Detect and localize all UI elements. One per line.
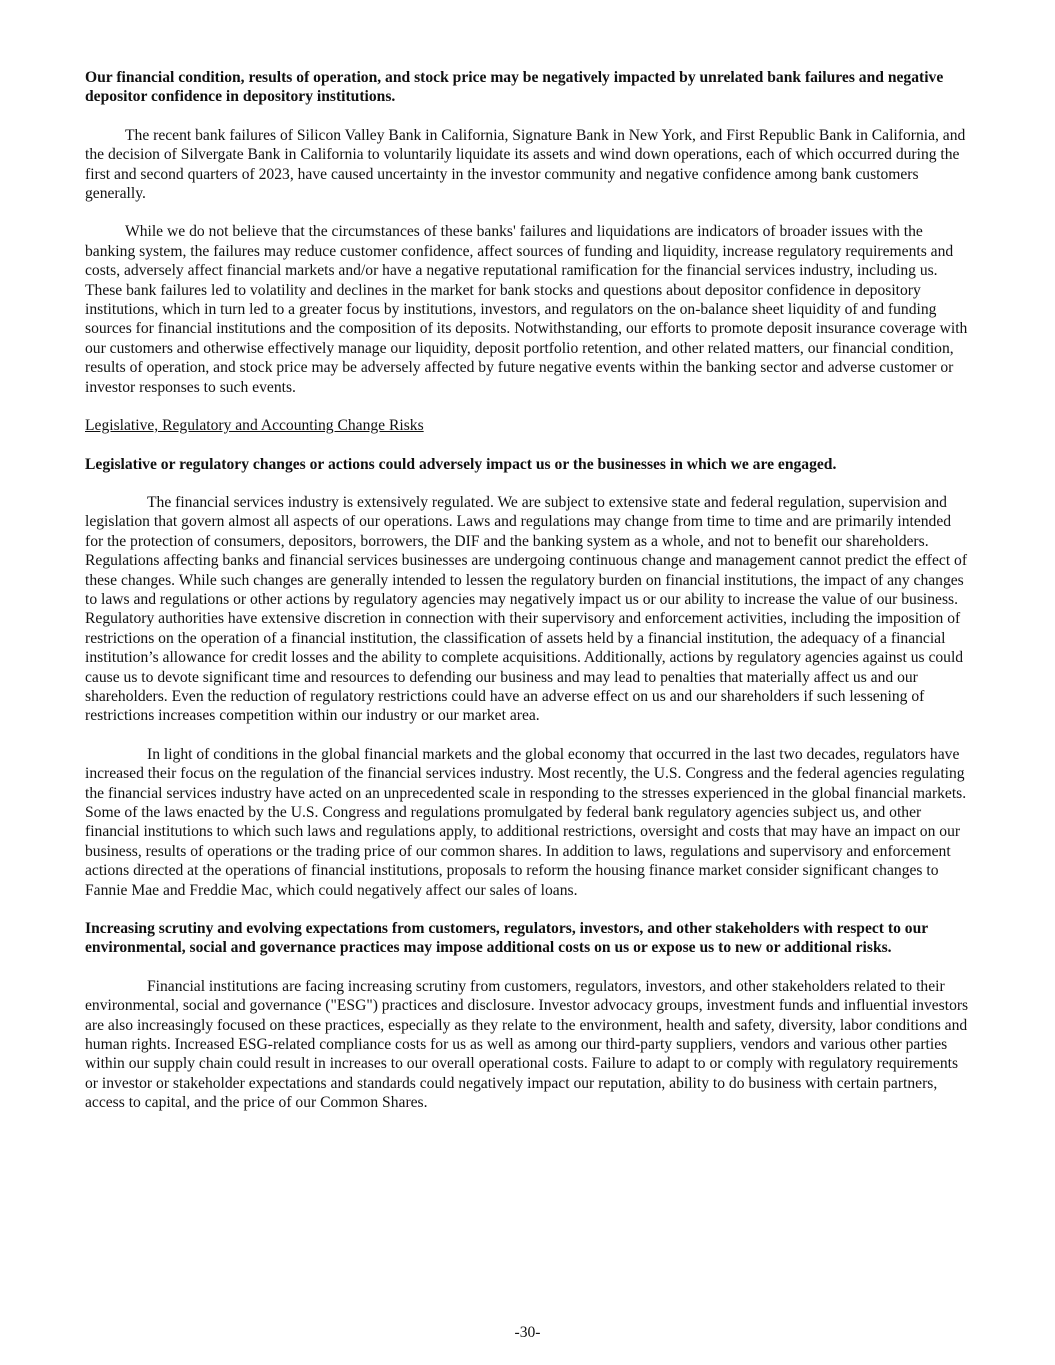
legislative-section-title: Legislative, Regulatory and Accounting Change Risks: [85, 417, 424, 435]
page-number: -30-: [514, 1324, 541, 1341]
esg-heading: Increasing scrutiny and evolving expectations from customers, regulators, investors, and other stakeholders with respect to our environmental, social and governance practices may impose additional costs on us or expose us to new or additional risks.: [85, 920, 928, 957]
bank-failures-paragraph-2: While we do not believe that the circumstances of these banks' failures and liquidations are indicators of broader issues with the banking system, the failures may reduce customer confidence, affect sources of funding and liquidity, increase regulatory requirements and costs, adversely affect financial markets and/or have a negative reputational ramification for the financial services industry, including us. These bank failures led to volatility and declines in the market for bank stocks and questions about depositor confidence in depository institutions, which in turn led to a greater focus by institutions, investors, and regulators on the on-balance sheet liquidity of and funding sources for financial institutions and the composition of its deposits. Notwithstanding, our efforts to promote deposit insurance coverage with our customers and otherwise effectively manage our liquidity, deposit portfolio retention, and other related matters, our financial condition, results of operation, and stock price may be adversely affected by future negative events within the banking sector and adverse customer or investor responses to such events.: [85, 223, 968, 396]
document-page: [85, 68, 971, 1132]
legislative-paragraph-1: The financial services industry is extensively regulated. We are subject to extensive state and federal regulation, supervision and legislation that govern almost all aspects of our operations. Laws and regulations may change from time to time and are primarily intended for the protection of consumers, depositors, borrowers, the DIF and the banking system as a whole, and not to benefit our shareholders. Regulations affecting banks and financial services businesses are undergoing continuous change and management cannot predict the effect of these changes. While such changes are generally intended to lessen the regulatory burden on financial institutions, the impact of any changes to laws and regulations or other actions by regulatory agencies may negatively impact us or our ability to increase the value of our business. Regulatory authorities have extensive discretion in connection with their supervisory and enforcement activities, including the imposition of restrictions on the operation of a financial institution, the classification of assets held by a financial institution, the adequacy of a financial institution’s allowance for credit losses and the ability to complete acquisitions. Additionally, actions by regulatory agencies against us could cause us to devote significant time and resources to defending our business and may lead to penalties that materially affect us and our shareholders. Even the reduction of regulatory restrictions could have an adverse effect on us and our shareholders if such lessening of restrictions increases competition within our industry or our market area.: [85, 493, 968, 725]
legislative-paragraph-2: In light of conditions in the global financial markets and the global economy that occurred in the last two decades, regulators have increased their focus on the regulation of the financial services industry. Most recently, the U.S. Congress and the federal agencies regulating the financial services industry have acted on an unprecedented scale in responding to the stresses experienced in the global financial markets. Some of the laws enacted by the U.S. Congress and regulations promulgated by federal bank regulatory agencies subject us, and other financial institutions to which such laws and regulations apply, to additional restrictions, oversight and costs that may have an impact on our business, results of operations or the trading price of our common shares. In addition to laws, regulations and supervisory and enforcement actions directed at the operations of financial institutions, proposals to reform the housing finance market consider significant changes to Fannie Mae and Freddie Mac, which could negatively affect our sales of loans.: [85, 745, 967, 899]
legislative-heading: Legislative or regulatory changes or actions could adversely impact us or the businesses in which we are engaged.: [85, 455, 837, 473]
esg-paragraph-1: Financial institutions are facing increasing scrutiny from customers, regulators, investors, and other stakeholders related to their environmental, social and governance ("ESG") practices and disclosure. Investor advocacy groups, investment funds and influential investors are also increasingly focused on these practices, especially as they relate to the environment, health and safety, diversity, labor conditions and human rights. Increased ESG-related compliance costs for us as well as among our third-party suppliers, vendors and various other parties within our supply chain could result in increases to our overall operational costs. Failure to adapt to or comply with regulatory requirements or investor or stakeholder expectations and standards could negatively impact our reputation, ability to do business with certain partners, access to capital, and the price of our Common Shares.: [85, 977, 969, 1112]
bank-failures-heading: Our financial condition, results of operation, and stock price may be negatively impacted by unrelated bank failures and negative depositor confidence in depository institutions.: [85, 69, 944, 106]
bank-failures-paragraph-1: The recent bank failures of Silicon Valley Bank in California, Signature Bank in New York, and First Republic Bank in California, and the decision of Silvergate Bank in California to voluntarily liquidate its assets and wind down operations, each of which occurred during the first and second quarters of 2023, have caused uncertainty in the investor community and negative confidence among bank customers generally.: [85, 126, 966, 203]
